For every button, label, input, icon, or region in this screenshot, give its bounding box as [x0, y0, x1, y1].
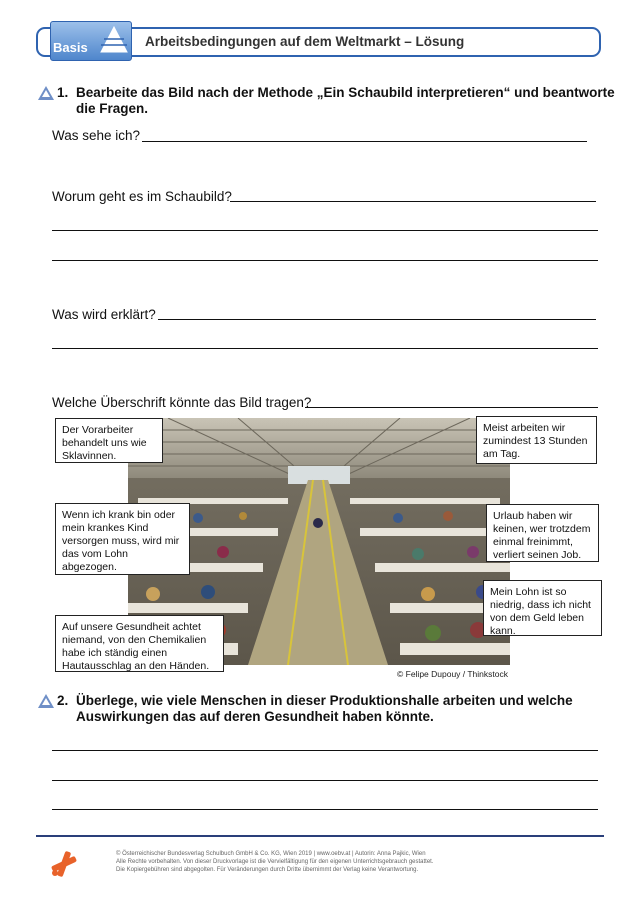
footer-line-3: Die Kopiergebühren sind abgegolten. Für Veränderungen durch Dritte übernimmt der Verlag keine Verantwortung. — [116, 867, 419, 873]
question-headline: Welche Überschrift könnte das Bild tragen? — [52, 395, 312, 410]
task-1-number: 1. — [57, 85, 69, 100]
callout-vacation: Urlaub haben wir keinen, wer trotzdem einmal freinimmt, verliert seinen Job. — [486, 504, 599, 562]
answer-line[interactable] — [52, 809, 598, 810]
callout-sick-pay: Wenn ich krank bin oder mein krankes Kind versorgen muss, wird mir das vom Lohn abgezogen. — [55, 503, 190, 575]
page-title: Arbeitsbedingungen auf dem Weltmarkt – Lösung — [145, 34, 465, 49]
callout-wages: Mein Lohn ist so niedrig, dass ich nicht von dem Geld leben kann. — [483, 580, 602, 636]
footer-line-2: Alle Rechte vorbehalten. Von dieser Druckvorlage ist die Vervielfältigung für den eigenen Unterrichtsgebrauch gestattet. — [116, 859, 434, 865]
answer-line[interactable] — [52, 260, 598, 261]
answer-line[interactable] — [52, 750, 598, 751]
difficulty-pyramid-icon — [38, 86, 54, 100]
answer-line[interactable] — [158, 319, 596, 320]
answer-line[interactable] — [230, 201, 596, 202]
question-what-do-i-see: Was sehe ich? — [52, 128, 141, 143]
badge-label: Basis — [53, 40, 88, 55]
task-1-instruction-line-1: Bearbeite das Bild nach der Methode „Ein Schaubild interpretieren“ und beantworte — [76, 85, 615, 100]
answer-line[interactable] — [52, 230, 598, 231]
triangle-level-icon — [99, 25, 129, 55]
answer-line[interactable] — [52, 780, 598, 781]
publisher-logo-icon — [50, 849, 78, 879]
difficulty-pyramid-icon — [38, 694, 54, 708]
task-2-instruction-line-1: Überlege, wie viele Menschen in dieser Produktionshalle arbeiten und welche — [76, 693, 573, 708]
footer-copyright — [116, 850, 476, 874]
task-2-instruction-line-2: Auswirkungen das auf deren Gesundheit haben könnte. — [76, 709, 434, 724]
question-topic: Worum geht es im Schaubild? — [52, 189, 232, 204]
answer-line[interactable] — [52, 348, 598, 349]
task-1-instruction-line-2: die Fragen. — [76, 101, 149, 116]
photo-credit: © Felipe Dupouy / Thinkstock — [397, 669, 508, 679]
callout-foreman: Der Vorarbeiter behandelt uns wie Sklavinnen. — [55, 418, 163, 463]
question-explained: Was wird erklärt? — [52, 307, 156, 322]
answer-line[interactable] — [142, 141, 587, 142]
callout-working-hours: Meist arbeiten wir zumindest 13 Stunden am Tag. — [476, 416, 597, 464]
footer-line-1: © Österreichischer Bundesverlag Schulbuch GmbH & Co. KG, Wien 2019 | www.oebv.at | Autorin: Anna Pajkic, Wien — [116, 851, 426, 857]
callout-health: Auf unsere Gesundheit achtet niemand, von den Chemikalien habe ich ständig einen Hautausschlag an den Händen. — [55, 615, 224, 672]
task-2-number: 2. — [57, 693, 69, 708]
answer-line[interactable] — [305, 407, 598, 408]
footer-divider — [36, 835, 604, 837]
